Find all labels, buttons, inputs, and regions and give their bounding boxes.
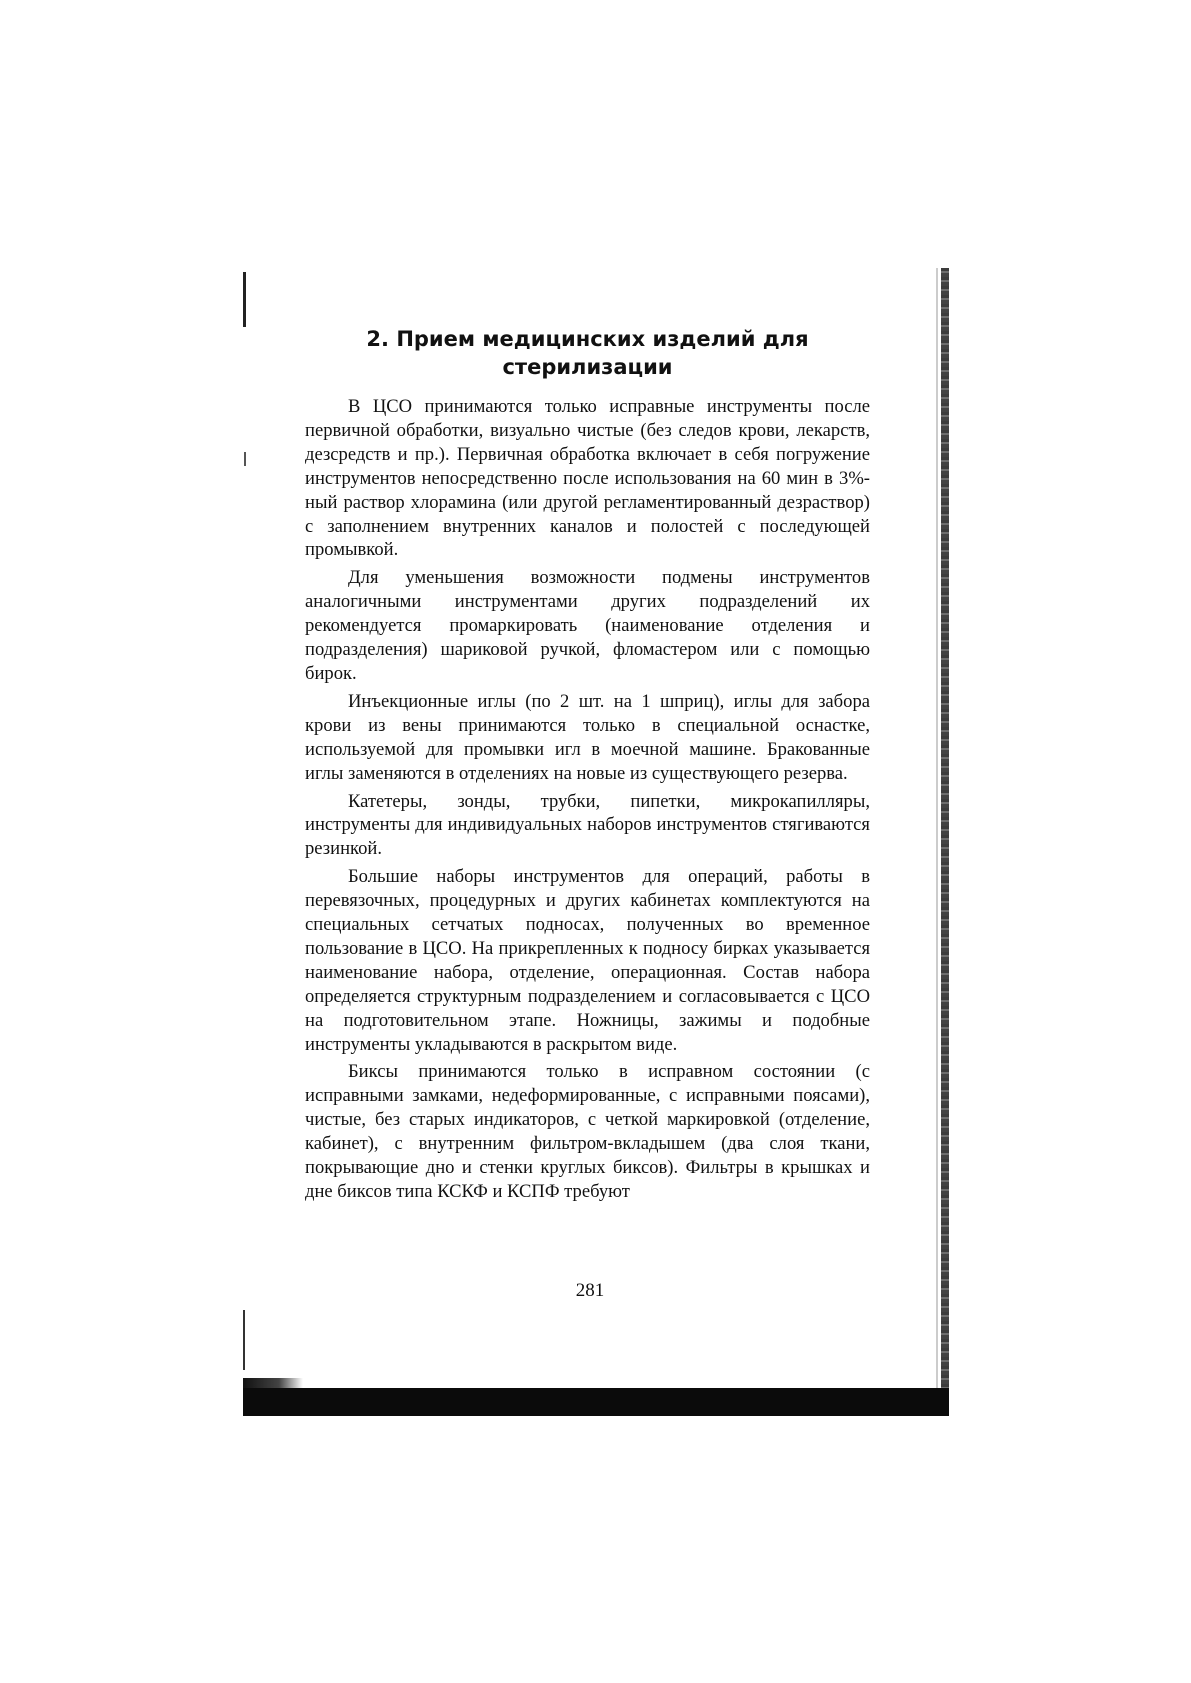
paragraph: Инъекционные иглы (по 2 шт. на 1 шприц), иглы для забора крови из вены принимаются только в специальной оснастке, используемой для промывки игл в моечной машине. Бракованные иглы заменяются в отделениях на новые из существующего резерва. bbox=[305, 690, 870, 784]
scan-edge-shadow bbox=[936, 268, 938, 1398]
paragraph: В ЦСО принимаются только исправные инструменты после первичной обработки, визуально чистые (без следов крови, лекарств, дезсредств и пр.). Первичная обработка включает в себя погружение инструментов непосредственно после использования на 60 мин в 3%-ный раствор хлорамина (или другой регламентированный дезраствор) с заполнением внутренних каналов и полостей с последующей промывкой. bbox=[305, 396, 870, 561]
section-heading-line2: стерилизации bbox=[502, 355, 673, 379]
page-content bbox=[305, 325, 870, 1208]
paragraph: Для уменьшения возможности подмены инструментов аналогичными инструментами других подразделений их рекомендуется промаркировать (наименование отделения и подразделения) шариковой ручкой, фломастером или с помощью бирок. bbox=[305, 567, 870, 684]
scan-margin-mark bbox=[243, 1310, 245, 1370]
scan-edge-shadow bbox=[941, 268, 949, 1398]
scan-bottom-shadow bbox=[243, 1388, 949, 1416]
scan-margin-mark bbox=[244, 452, 246, 466]
section-heading-line1: 2. Прием медицинских изделий для bbox=[366, 327, 809, 351]
paragraph: Катетеры, зонды, трубки, пипетки, микрокапилляры, инструменты для индивидуальных наборов инструментов стягиваются резинкой. bbox=[305, 790, 870, 860]
paragraph: Биксы принимаются только в исправном состоянии (с исправными замками, недеформированные, с исправными поясами), чистые, без старых индикаторов, с четкой маркировкой (отделение, кабинет), с внутренним фильтром-вкладышем (два слоя ткани, покрывающие дно и стенки круглых биксов). Фильтры в крышках и дне биксов типа КСКФ и КСПФ требуют bbox=[305, 1061, 870, 1202]
paragraph: Большие наборы инструментов для операций, работы в перевязочных, процедурных и других кабинетах комплектуются на специальных сетчатых подносах, полученных во временное пользование в ЦСО. На прикрепленных к подносу бирках указывается наименование набора, отделение, операционная. Состав набора определяется структурным подразделением и согласовывается с ЦСО на подготовительном этапе. Ножницы, зажимы и подобные инструменты укладываются в раскрытом виде. bbox=[305, 866, 870, 1055]
section-heading bbox=[305, 325, 870, 381]
scan-margin-mark bbox=[243, 272, 246, 327]
page-number: 281 bbox=[575, 1280, 605, 1301]
